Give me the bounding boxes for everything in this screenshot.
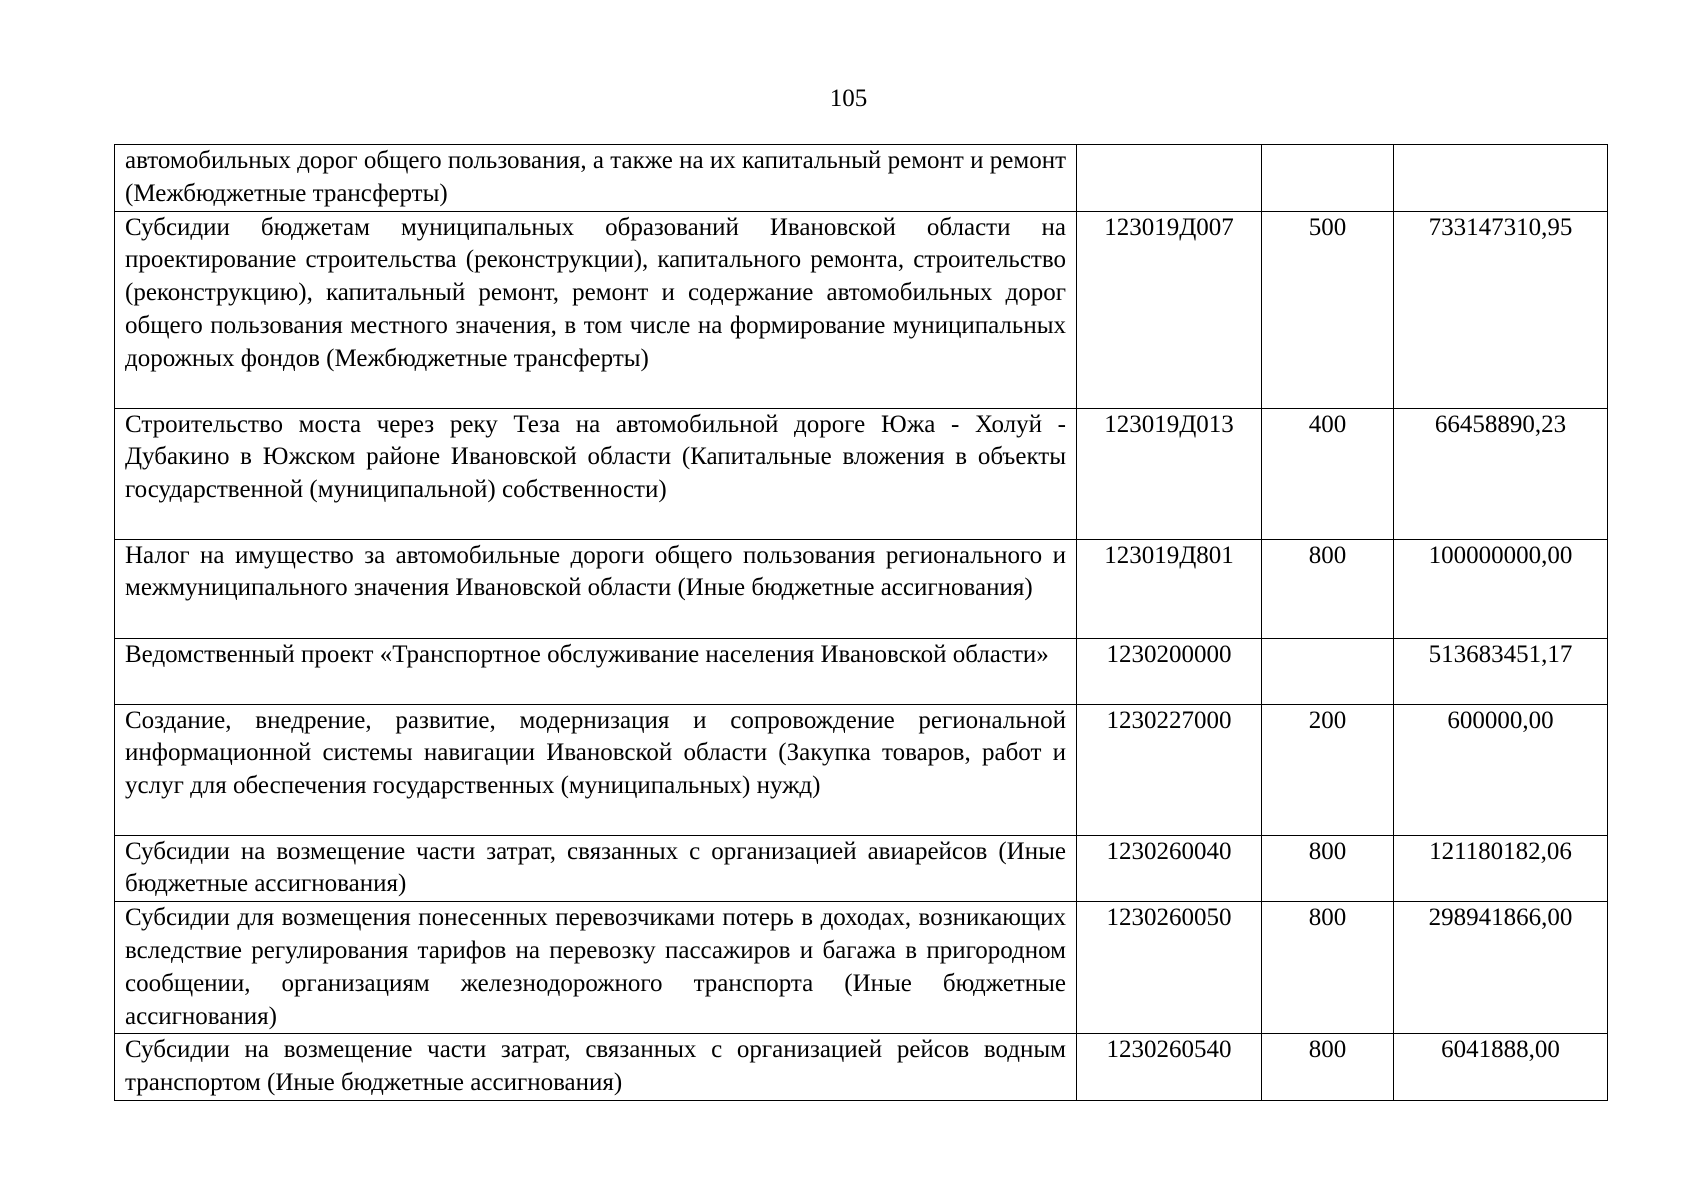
row-amount: 733147310,95 xyxy=(1394,211,1608,408)
table-row xyxy=(115,145,1608,212)
row-target-code: 1230260540 xyxy=(1077,1034,1262,1101)
row-description: автомобильных дорог общего пользования, а также на их капитальный ремонт и ремонт (Межбюджетные трансферты) xyxy=(115,145,1077,212)
row-amount: 121180182,06 xyxy=(1394,835,1608,902)
budget-table xyxy=(114,144,1608,1101)
row-description: Субсидии на возмещение части затрат, связанных с организацией авиарейсов (Иные бюджетные ассигнования) xyxy=(115,835,1077,902)
row-target-code: 123019Д801 xyxy=(1077,539,1262,638)
row-description: Субсидии для возмещения понесенных перевозчиками потерь в доходах, возникающих вследствие регулирования тарифов на перевозку пассажиров и багажа в пригородном сообщении, организациям железнодорожного транспорта (Иные бюджетные ассигнования) xyxy=(115,902,1077,1034)
table-row xyxy=(115,638,1608,704)
table-row xyxy=(115,1034,1608,1101)
row-amount: 600000,00 xyxy=(1394,704,1608,835)
table-row xyxy=(115,835,1608,902)
table-row xyxy=(115,902,1608,1034)
table-row xyxy=(115,408,1608,539)
row-target-code: 1230200000 xyxy=(1077,638,1262,704)
table-row xyxy=(115,704,1608,835)
row-description: Субсидии на возмещение части затрат, связанных с организацией рейсов водным транспортом (Иные бюджетные ассигнования) xyxy=(115,1034,1077,1101)
row-description: Создание, внедрение, развитие, модернизация и сопровождение региональной информационной системы навигации Ивановской области (Закупка товаров, работ и услуг для обеспечения государственных (муниципальных) нужд) xyxy=(115,704,1077,835)
row-target-code: 1230260050 xyxy=(1077,902,1262,1034)
table-row xyxy=(115,211,1608,408)
row-amount: 6041888,00 xyxy=(1394,1034,1608,1101)
row-expense-type: 200 xyxy=(1262,704,1394,835)
row-expense-type xyxy=(1262,638,1394,704)
table-row xyxy=(115,539,1608,638)
row-expense-type: 800 xyxy=(1262,1034,1394,1101)
row-amount: 513683451,17 xyxy=(1394,638,1608,704)
row-description: Субсидии бюджетам муниципальных образований Ивановской области на проектирование строительства (реконструкции), капитального ремонта, строительство (реконструкцию), капитальный ремонт, ремонт и содержание автомобильных дорог общего пользования местного значения, в том числе на формирование муниципальных дорожных фондов (Межбюджетные трансферты) xyxy=(115,211,1077,408)
row-amount: 66458890,23 xyxy=(1394,408,1608,539)
row-expense-type: 800 xyxy=(1262,835,1394,902)
row-target-code xyxy=(1077,145,1262,212)
row-description: Строительство моста через реку Теза на автомобильной дороге Южа - Холуй - Дубакино в Южском районе Ивановской области (Капитальные вложения в объекты государственной (муниципальной) собственности) xyxy=(115,408,1077,539)
row-amount: 298941866,00 xyxy=(1394,902,1608,1034)
row-target-code: 123019Д013 xyxy=(1077,408,1262,539)
row-description: Налог на имущество за автомобильные дороги общего пользования регионального и межмуниципального значения Ивановской области (Иные бюджетные ассигнования) xyxy=(115,539,1077,638)
row-target-code: 123019Д007 xyxy=(1077,211,1262,408)
row-description: Ведомственный проект «Транспортное обслуживание населения Ивановской области» xyxy=(115,638,1077,704)
row-expense-type xyxy=(1262,145,1394,212)
row-target-code: 1230260040 xyxy=(1077,835,1262,902)
row-expense-type: 500 xyxy=(1262,211,1394,408)
row-amount xyxy=(1394,145,1608,212)
row-expense-type: 800 xyxy=(1262,539,1394,638)
row-amount: 100000000,00 xyxy=(1394,539,1608,638)
page-number: 105 xyxy=(829,85,868,112)
row-expense-type: 400 xyxy=(1262,408,1394,539)
row-expense-type: 800 xyxy=(1262,902,1394,1034)
row-target-code: 1230227000 xyxy=(1077,704,1262,835)
